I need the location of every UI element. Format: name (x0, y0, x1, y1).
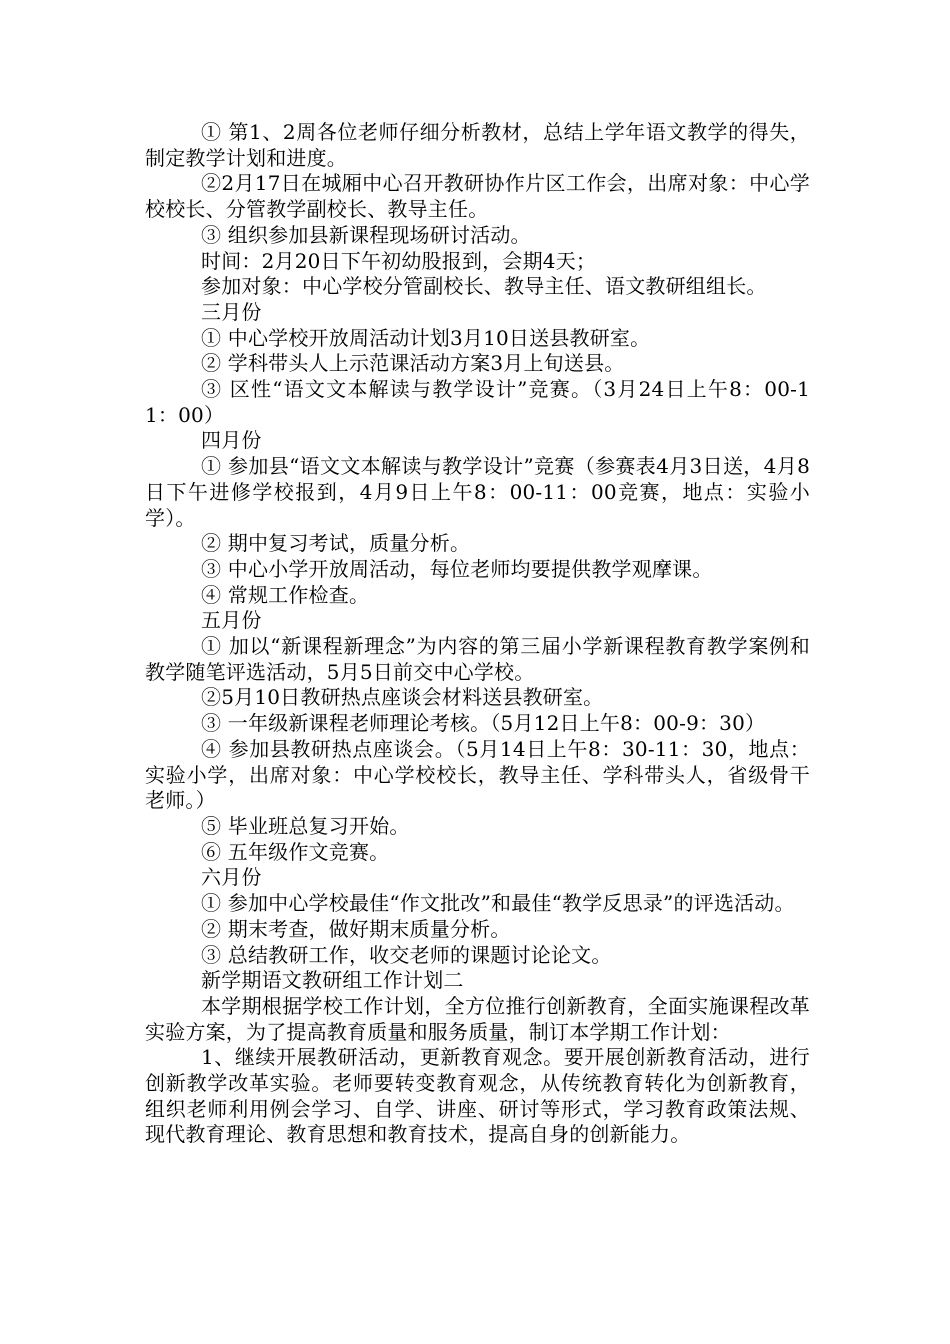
heading-may: 五月份 (201, 608, 262, 633)
paragraph-seminar-time: 时间：2月20日下午初幼股报到，会期4天； (201, 248, 597, 273)
paragraph-district-meeting: ②2月17日在城厢中心召开教研协作片区工作会，出席对象：中心学校校长、分管教学副校长、教导主任。 (145, 171, 810, 222)
paragraph-plan-item-1: 1、继续开展教研活动，更新教育观念。要开展创新教育活动，进行创新教学改革实验。老师要转变教育观念，从传统教育转化为创新教育，组织老师利用例会学习、自学、讲座、研讨等形式，学习教育政策法规、现代教育理论、教育思想和教育技术，提高自身的创新能力。 (145, 1045, 810, 1147)
document-body (145, 120, 810, 1148)
paragraph-may-5: ⑤ 毕业班总复习开始。 (201, 813, 410, 838)
paragraph-may-3: ③ 一年级新课程老师理论考核。（5月12日上午8：00-9：30） (201, 711, 766, 736)
heading-june: 六月份 (201, 865, 262, 890)
paragraph-june-3: ③ 总结教研工作，收交老师的课题讨论论文。 (201, 942, 612, 967)
paragraph-april-4: ④ 常规工作检查。 (201, 582, 370, 607)
paragraph-curriculum-seminar: ③ 组织参加县新课程现场研讨活动。 (201, 222, 531, 247)
heading-april: 四月份 (201, 428, 262, 453)
paragraph-seminar-participants: 参加对象：中心学校分管副校长、教导主任、语文教研组组长。 (201, 274, 767, 299)
paragraph-april-3: ③ 中心小学开放周活动，每位老师均要提供教学观摩课。 (201, 556, 713, 581)
paragraph-may-6: ⑥ 五年级作文竞赛。 (201, 839, 390, 864)
paragraph-may-1: ① 加以“新课程新理念”为内容的第三届小学新课程教育教学案例和教学随笔评选活动，5月5日前交中心学校。 (145, 634, 810, 684)
heading-plan-two: 新学期语文教研组工作计划二 (201, 968, 464, 993)
paragraph-june-2: ② 期末考查，做好期末质量分析。 (201, 916, 511, 941)
paragraph-may-2: ②5月10日教研热点座谈会材料送县教研室。 (201, 685, 604, 710)
paragraph-march-3: ③ 区性“语文文本解读与教学设计”竞赛。（3月24日上午8：00-11：00） (145, 377, 810, 427)
paragraph-april-2: ② 期中复习考试，质量分析。 (201, 531, 471, 556)
paragraph-plan-intro: 本学期根据学校工作计划，全方位推行创新教育，全面实施课程改革实验方案，为了提高教育质量和服务质量，制订本学期工作计划： (145, 993, 810, 1044)
paragraph-march-1: ① 中心学校开放周活动计划3月10日送县教研室。 (201, 325, 651, 350)
paragraph-march-2: ② 学科带头人上示范课活动方案3月上旬送县。 (201, 351, 625, 376)
paragraph-analyze-materials: ① 第1、2周各位老师仔细分析教材，总结上学年语文教学的得失，制定教学计划和进度。 (145, 120, 810, 170)
heading-march: 三月份 (201, 299, 262, 324)
paragraph-april-1: ① 参加县“语文文本解读与教学设计”竞赛（参赛表4月3日送，4月8日下午进修学校报到，4月9日上午8：00-11：00竞赛，地点：实验小学）。 (145, 454, 810, 530)
paragraph-may-4: ④ 参加县教研热点座谈会。（5月14日上午8：30-11：30，地点：实验小学，出席对象：中心学校校长，教导主任、学科带头人，省级骨干老师。） (145, 736, 810, 813)
paragraph-june-1: ① 参加中心学校最佳“作文批改”和最佳“教学反思录”的评选活动。 (201, 891, 795, 916)
